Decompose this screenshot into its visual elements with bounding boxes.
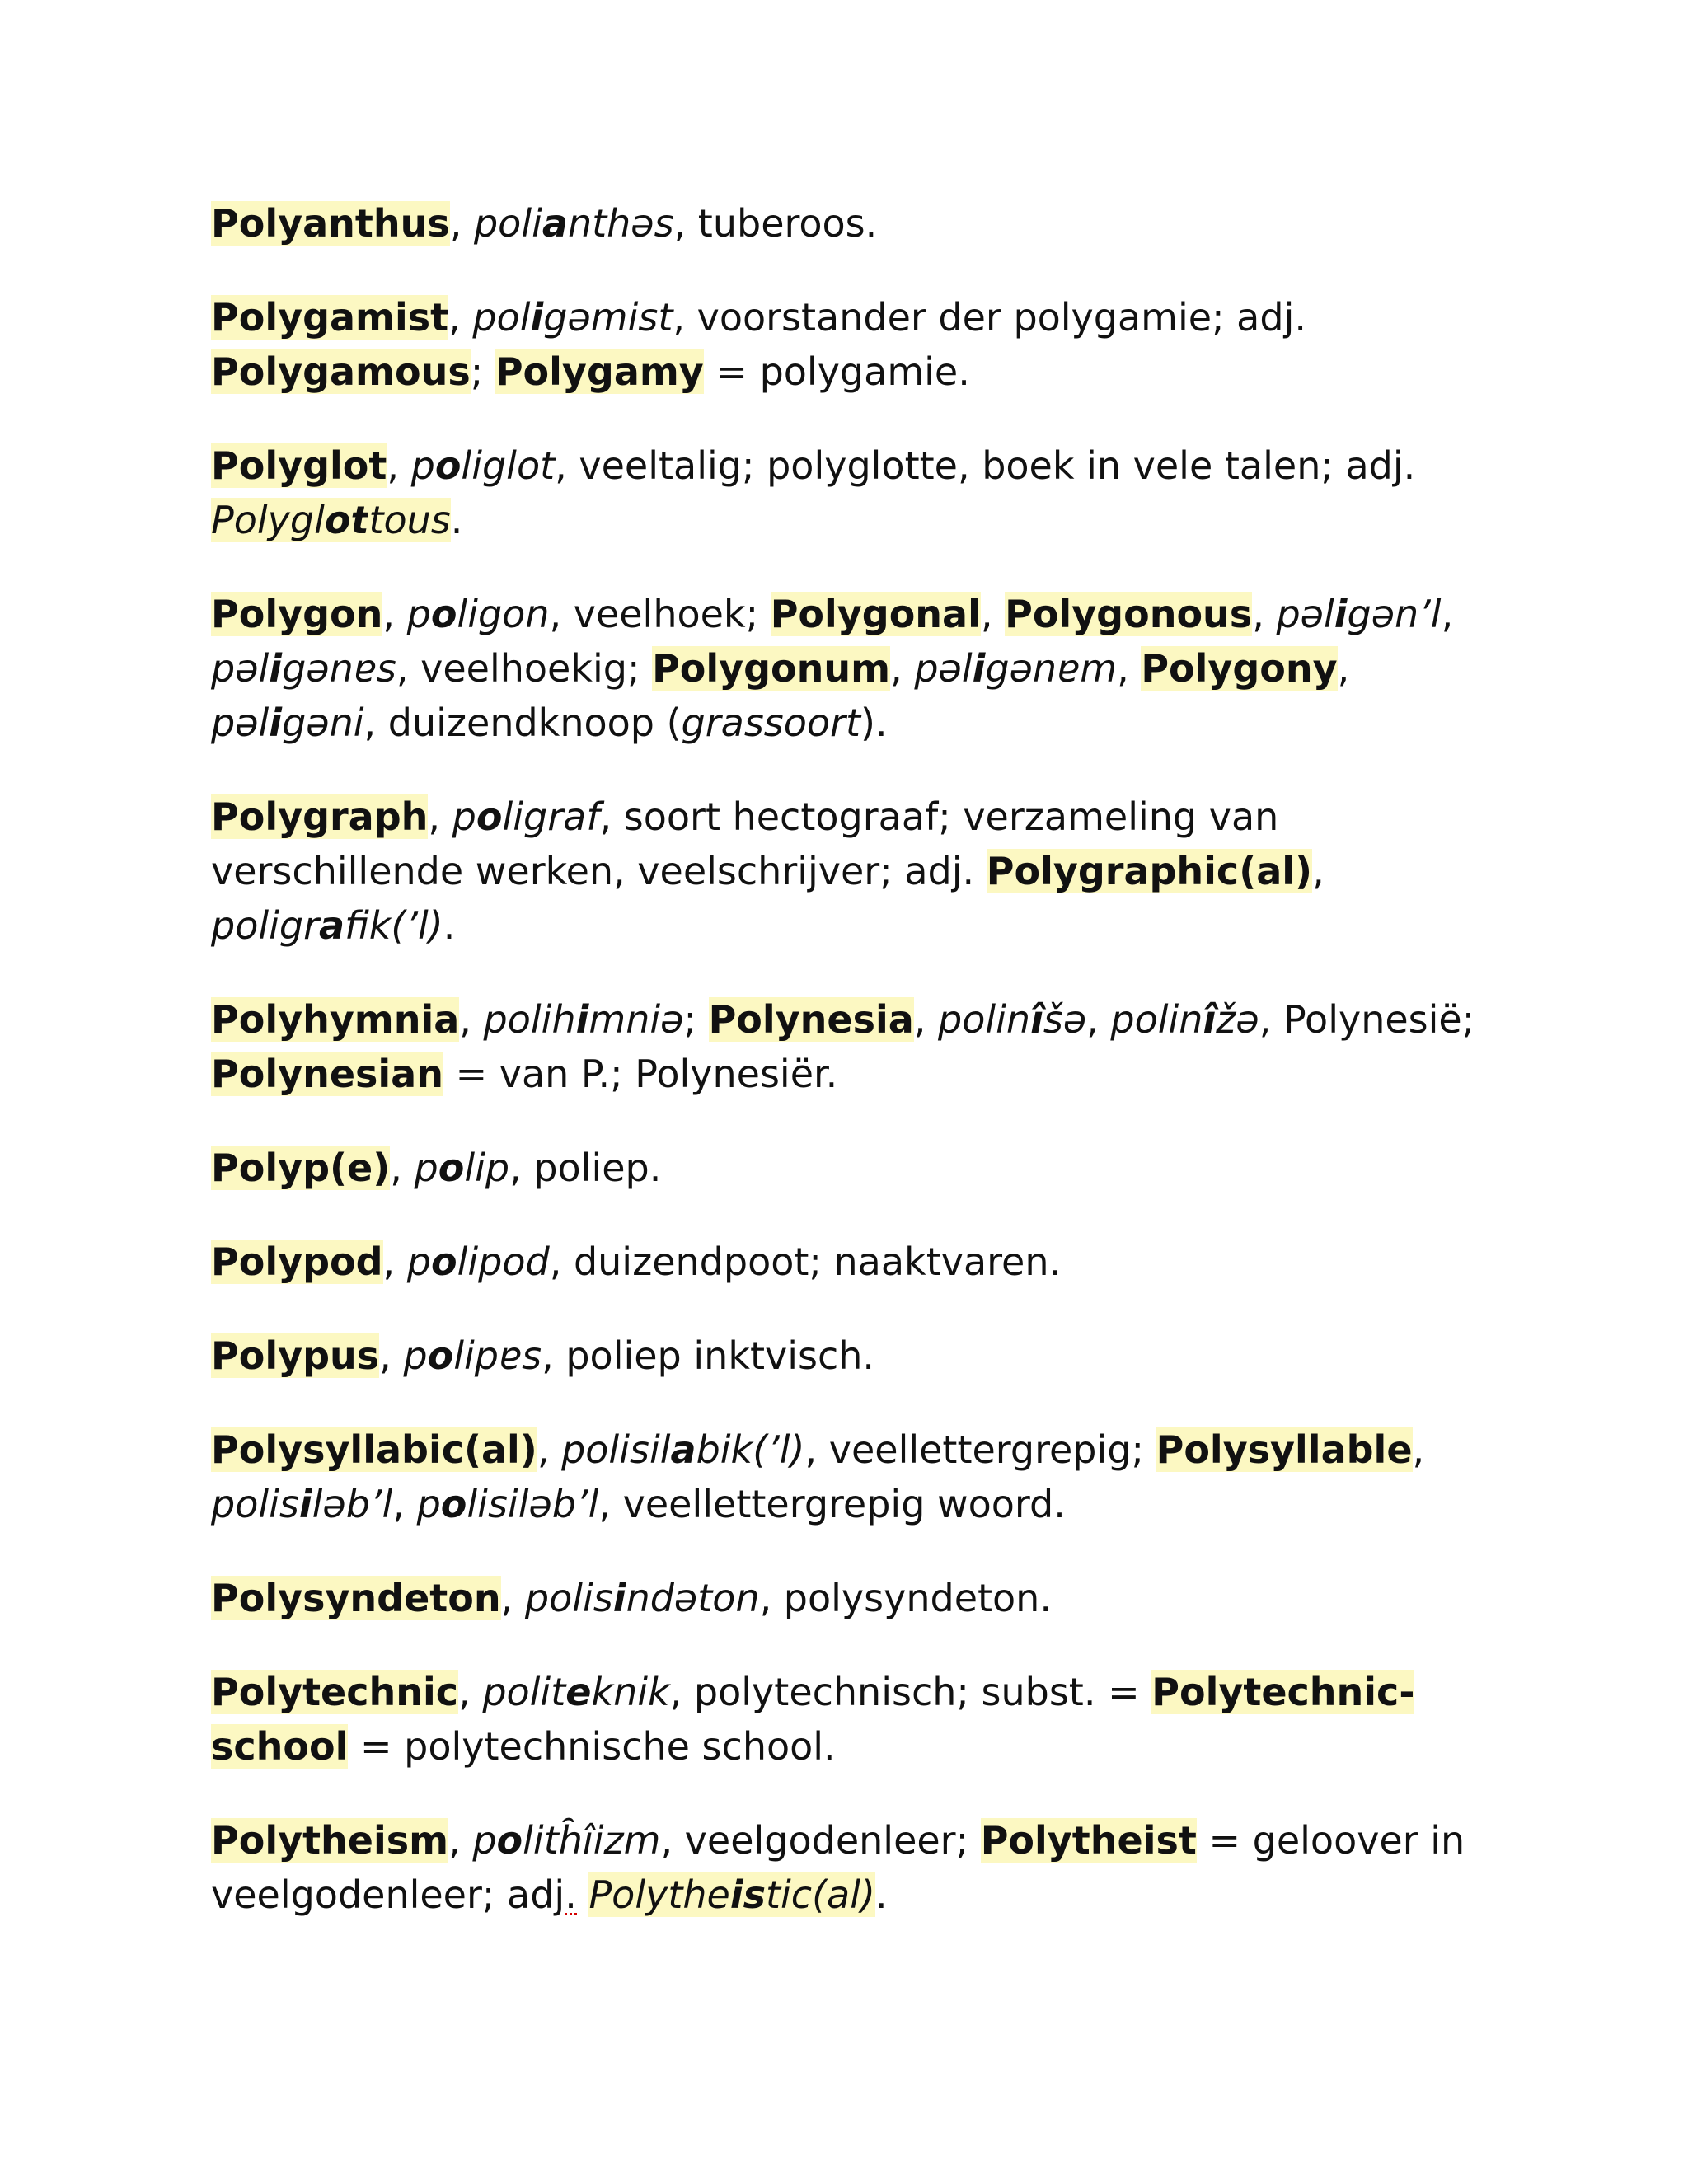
definition-text: , — [392, 1482, 417, 1526]
definition-text: , duizendpoot; naaktvaren. — [549, 1240, 1062, 1284]
pronunciation: liglot — [461, 443, 556, 488]
pronunciation: pol — [472, 295, 531, 340]
definition-text: , polysyndeton. — [759, 1576, 1052, 1620]
pronunciation-stress: o — [440, 1482, 467, 1526]
headword: Polyp(e) — [211, 1146, 391, 1190]
headword: Polygamy — [495, 349, 704, 394]
dictionary-entry — [211, 196, 1497, 251]
pronunciation: p — [452, 794, 476, 839]
pronunciation: p — [410, 443, 435, 488]
pronunciation-highlighted: tous — [368, 498, 451, 542]
dictionary-entry — [211, 1665, 1497, 1774]
definition-text: , — [1412, 1427, 1425, 1472]
pronunciation: polisil — [561, 1427, 671, 1472]
spellcheck-mark: . — [565, 1872, 577, 1917]
definition-text: ; — [470, 349, 495, 394]
pronunciation: p — [472, 1818, 497, 1863]
headword: Polygonous — [1005, 592, 1253, 636]
definition-text: , — [980, 592, 1006, 636]
dictionary-entry — [211, 587, 1497, 750]
definition-text: , tuberoos. — [673, 201, 878, 246]
pronunciation-stress: i — [298, 1482, 312, 1526]
definition-text: , — [448, 1818, 473, 1863]
pronunciation: gənɐs — [282, 646, 396, 691]
pronunciation-stress: i — [269, 646, 283, 691]
definition-text: , soort hectograaf; verzameling van verschillende werken, veelschrijver; adj. — [211, 794, 1279, 893]
pronunciation: p — [416, 1482, 441, 1526]
definition-text: , — [1441, 592, 1454, 636]
pronunciation-stress: o — [434, 443, 462, 488]
definition-text: . — [443, 903, 456, 948]
definition-text — [577, 1872, 589, 1917]
definition-text: , — [458, 1670, 483, 1714]
pronunciation-highlighted: Polygl — [211, 498, 325, 542]
dictionary-entry — [211, 1422, 1497, 1531]
pronunciation: gənɐm — [985, 646, 1118, 691]
definition-text: , — [382, 1240, 407, 1284]
pronunciation: ndəton — [626, 1576, 760, 1620]
dictionary-entry — [211, 290, 1497, 399]
pronunciation: polit — [482, 1670, 566, 1714]
headword: Polygraph — [211, 794, 429, 839]
pronunciation-stress: i — [530, 295, 544, 340]
dictionary-entry — [211, 1813, 1497, 1922]
pronunciation-stress: o — [430, 592, 457, 636]
definition-text: , veelhoek; — [549, 592, 771, 636]
pronunciation: pəl — [211, 646, 270, 691]
dictionary-entry — [211, 1329, 1497, 1383]
definition-text: ). — [860, 701, 888, 745]
definition-text: . — [874, 1872, 888, 1917]
pronunciation: ləb’l — [312, 1482, 393, 1526]
definition-text: , veellettergrepig; — [804, 1427, 1156, 1472]
pronunciation-stress-highlighted: ot — [324, 498, 369, 542]
headword: Polyglot — [211, 443, 387, 488]
definition-text: , duizendknoop ( — [363, 701, 682, 745]
headword: Polyhymnia — [211, 997, 460, 1042]
pronunciation-stress: o — [427, 1333, 454, 1378]
definition-text: , veelgodenleer; — [660, 1818, 981, 1863]
definition-text: = geloover in veelgodenleer; adj — [211, 1818, 1465, 1917]
pronunciation: lith̑îizm — [523, 1818, 661, 1863]
definition-text: ; — [683, 997, 709, 1042]
pronunciation-stress-highlighted: is — [729, 1872, 766, 1917]
pronunciation: fik(’l) — [345, 903, 443, 948]
definition-text: , — [428, 794, 452, 839]
pronunciation: p — [414, 1146, 438, 1190]
pronunciation-stress: o — [476, 794, 503, 839]
pronunciation: polin — [1110, 997, 1203, 1042]
definition-text: , — [913, 997, 939, 1042]
pronunciation: polih — [483, 997, 576, 1042]
pronunciation-stress: a — [542, 201, 568, 246]
headword: Polygonum — [652, 646, 891, 691]
pronunciation: pəl — [914, 646, 973, 691]
definition-text: , — [382, 592, 407, 636]
definition-text: , polytechnisch; subst. = — [669, 1670, 1152, 1714]
definition-text: , — [500, 1576, 525, 1620]
dictionary-page — [211, 196, 1497, 1961]
headword: Polyanthus — [211, 201, 450, 246]
pronunciation: poli — [473, 201, 542, 246]
definition-text: , veellettergrepig woord. — [598, 1482, 1066, 1526]
headword: Polytheism — [211, 1818, 449, 1863]
pronunciation-stress: i — [972, 646, 986, 691]
pronunciation-stress: o — [496, 1818, 523, 1863]
headword: Polysyllabic(al) — [211, 1427, 537, 1472]
definition-text: , — [537, 1427, 562, 1472]
pronunciation: pəl — [211, 701, 270, 745]
definition-text: , poliep inktvisch. — [542, 1333, 875, 1378]
pronunciation-stress: i — [269, 701, 283, 745]
definition-text: , poliep. — [509, 1146, 662, 1190]
definition-text: , — [1252, 592, 1277, 636]
definition-text: , — [379, 1333, 404, 1378]
pronunciation: šə — [1043, 997, 1087, 1042]
pronunciation: poligr — [211, 903, 320, 948]
headword: Polygraphic(al) — [986, 849, 1313, 893]
pronunciation: ligon — [457, 592, 550, 636]
headword: Polypus — [211, 1333, 380, 1378]
pronunciation: p — [406, 1240, 431, 1284]
definition-text: = polygamie. — [703, 349, 970, 394]
definition-text: , — [890, 646, 915, 691]
dictionary-entry — [211, 790, 1497, 953]
pronunciation-stress: i — [612, 1576, 626, 1620]
pronunciation: lipod — [457, 1240, 550, 1284]
pronunciation-stress: î — [1030, 997, 1043, 1042]
pronunciation-stress: î — [1203, 997, 1217, 1042]
pronunciation-highlighted: Polythe — [588, 1872, 730, 1917]
definition-text: , — [1117, 646, 1142, 691]
definition-text: . — [450, 498, 463, 542]
definition-text: , — [1312, 849, 1325, 893]
definition-text: , — [449, 201, 474, 246]
headword: Polytechnic — [211, 1670, 459, 1714]
headword: Polygamist — [211, 295, 449, 340]
pronunciation-highlighted: tic(al) — [765, 1872, 875, 1917]
headword: Polygamous — [211, 349, 471, 394]
definition-text: , voorstander der polygamie; adj. — [673, 295, 1306, 340]
definition-text: , veeltalig; polyglotte, boek in vele talen; adj. — [555, 443, 1416, 488]
pronunciation-stress: a — [670, 1427, 696, 1472]
headword: Polynesian — [211, 1052, 443, 1096]
pronunciation: gən’l — [1347, 592, 1442, 636]
pronunciation: grassoort — [681, 701, 860, 745]
pronunciation: ligraf — [502, 794, 600, 839]
pronunciation-stress: i — [575, 997, 589, 1042]
pronunciation: gəni — [282, 701, 364, 745]
definition-text: , veelhoekig; — [396, 646, 653, 691]
pronunciation: knik — [591, 1670, 670, 1714]
pronunciation-stress: i — [1334, 592, 1348, 636]
pronunciation: pəl — [1276, 592, 1334, 636]
definition-text: , — [448, 295, 473, 340]
pronunciation: polin — [938, 997, 1031, 1042]
headword: Polytheist — [980, 1818, 1197, 1863]
headword: Polysyllable — [1156, 1427, 1413, 1472]
headword: Polygony — [1141, 646, 1338, 691]
pronunciation: polis — [524, 1576, 613, 1620]
headword: Polygonal — [770, 592, 981, 636]
definition-text: , — [1337, 646, 1350, 691]
pronunciation-stress: o — [438, 1146, 465, 1190]
definition-text: , — [1086, 997, 1111, 1042]
definition-text: , — [387, 443, 411, 488]
dictionary-entry — [211, 1571, 1497, 1625]
pronunciation-stress: o — [430, 1240, 457, 1284]
pronunciation: polis — [211, 1482, 299, 1526]
pronunciation-stress: a — [319, 903, 345, 948]
headword: Polypod — [211, 1240, 383, 1284]
headword: Polytechnic-school — [211, 1670, 1415, 1769]
dictionary-entry — [211, 1235, 1497, 1289]
pronunciation: gəmist — [543, 295, 673, 340]
headword: Polynesia — [708, 997, 914, 1042]
dictionary-entry — [211, 438, 1497, 547]
pronunciation: lipɐs — [453, 1333, 542, 1378]
dictionary-entry — [211, 1141, 1497, 1195]
pronunciation: nthəs — [567, 201, 674, 246]
dictionary-entry — [211, 992, 1497, 1101]
pronunciation: p — [406, 592, 431, 636]
pronunciation: mniə — [588, 997, 684, 1042]
headword: Polysyndeton — [211, 1576, 501, 1620]
pronunciation-stress: e — [565, 1670, 592, 1714]
pronunciation: lip — [464, 1146, 510, 1190]
definition-text: , Polynesië; — [1259, 997, 1475, 1042]
pronunciation: p — [403, 1333, 428, 1378]
pronunciation: žə — [1216, 997, 1259, 1042]
definition-text: , — [390, 1146, 415, 1190]
pronunciation: lisiləb’l — [467, 1482, 599, 1526]
definition-text: , — [459, 997, 484, 1042]
definition-text: = van P.; Polynesiër. — [443, 1052, 838, 1096]
headword: Polygon — [211, 592, 383, 636]
definition-text: = polytechnische school. — [348, 1724, 836, 1769]
pronunciation: bik(’l) — [696, 1427, 805, 1472]
